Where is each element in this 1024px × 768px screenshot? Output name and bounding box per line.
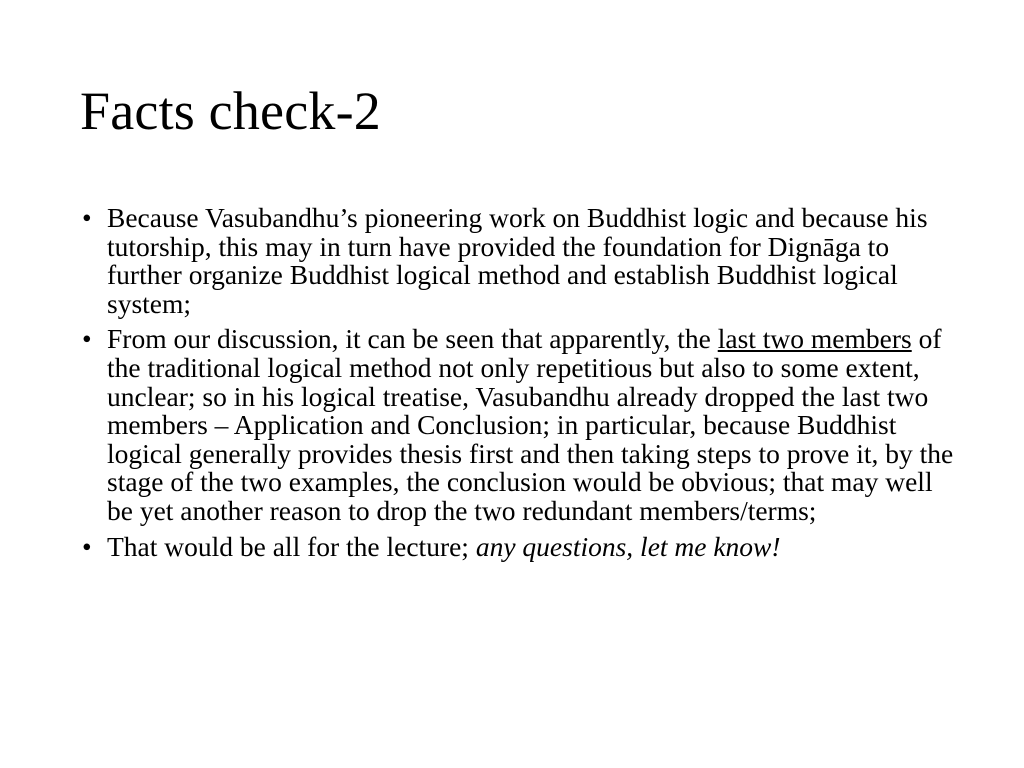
slide-title: Facts check-2 [80, 81, 381, 141]
bullet-text-before: That would be all for the lecture; [107, 530, 476, 562]
bullet-marker: • [82, 202, 92, 233]
bullet-item-2 [82, 325, 954, 525]
bullet-marker: • [82, 323, 92, 355]
bullet-text: Because Vasubandhu’s pioneering work on Buddhist logic and because his tutorship, this may in turn have provided the foundation for Dignāga to further organize Buddhist logical method and establish Buddhist logical system; [107, 202, 928, 319]
bullet-list [82, 204, 954, 568]
bullet-text-after: of the traditional logical method not only repetitious but also to some extent, unclear; so in his logical treatise, Vasubandhu already dropped the last two members – Application and Conclusion; in particular, because Buddhist logical generally provides thesis first and then taking steps to prove it, by the stage of the two examples, the conclusion would be obvious; that may well be yet another reason to drop the two redundant members/terms; [107, 323, 954, 526]
bullet-item-1 [82, 204, 954, 318]
italic-phrase: any questions, let me know! [475, 530, 781, 562]
bullet-marker: • [82, 530, 92, 562]
underlined-phrase: last two members [717, 323, 912, 355]
bullet-text-before: From our discussion, it can be seen that apparently, the [107, 323, 718, 355]
bullet-item-3 [82, 530, 954, 562]
